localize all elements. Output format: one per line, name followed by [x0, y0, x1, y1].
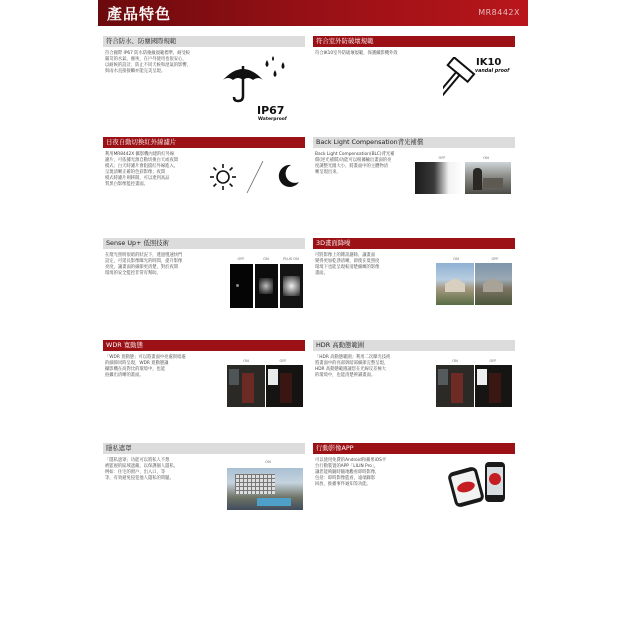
section-title: HDR 高動態範圍 [313, 340, 515, 351]
section-waterproof [103, 36, 305, 122]
section-vandal-proof [313, 36, 515, 74]
moon-icon [275, 163, 301, 189]
section-wdr [103, 340, 305, 378]
section-description: 利用MR8442X 攝影機內建的紅外線 濾片，可依據光源自動切換白天或夜間 模式；白天時濾片會阻擋紅外線進入， 呈現清晰正確的色彩影像；夜間 模式時濾片則移開，可以達到高品 質黑白影像監控畫面。 [105, 152, 179, 187]
image-label-plus-on: PLUS ON [283, 257, 299, 261]
image-label-on: ON [243, 359, 249, 363]
badge-main: IP67 [257, 104, 285, 117]
badge-sub: vandal proof [475, 69, 510, 74]
section-description: 符合國際 IP67 防水防塵級規範標準，耐受較 嚴苛的水氣、塵埃，在戶外使用也很安心， 以耐候的設計，防止不同天候和溼氣的影響， 與雨水直接接觸亦能完美呈現。 [105, 51, 191, 74]
dnr-off-photo [475, 263, 512, 305]
section-description: 「WDR 寬動態」可以將畫面中亮處與暗處 的細節同時呈現，WDR 寬動態讓 攝影機在高對比的環境中，也能 拍攝出清晰的畫面。 [105, 355, 186, 378]
image-label-off: OFF [237, 257, 245, 261]
image-label-on: ON [263, 257, 269, 261]
section-privacy-mask [103, 443, 305, 481]
section-title: 日夜自動切換紅外線濾片 [103, 137, 305, 148]
section-title: 符合防水、防塵國際規範 [103, 36, 305, 47]
page-header [98, 0, 528, 26]
dnr-on-photo [436, 263, 474, 305]
image-label-on: ON [265, 460, 271, 464]
hdr-on-photo [436, 365, 474, 407]
model-number: MR8442X [478, 8, 520, 17]
image-label-on: ON [483, 156, 489, 160]
section-backlight-compensation [313, 137, 515, 175]
section-title: WDR 寬動態 [103, 340, 305, 351]
senseup-on-photo [255, 264, 278, 308]
senseup-plus-on-photo [280, 264, 303, 308]
section-description: 符合IK10室外防破壞規範，保護攝影機外殼 [315, 51, 398, 56]
section-description: Back Light Compensation(BLC)背光補 償(逆光補償)功能可以根據輸出畫面的亮 度調整光圈大小，將畫面中的主體物清 晰呈現出來。 [315, 152, 395, 175]
section-description: 可以使用免費的Android和蘋果iOS平 台行動裝置的APP「LILIN Pro」， 讓您能夠隨時隨地觀看即時影像， 包括：即時影像監看、遠端錄影 回放、推播事件通知等功能。 [315, 458, 387, 487]
section-3d-noise-reduction [313, 238, 515, 276]
badge-main: IK10 [476, 57, 502, 68]
section-title: 隱私遮罩 [103, 443, 305, 454]
blc-off-photo [415, 162, 463, 194]
page-title: 產品特色 [107, 5, 172, 23]
section-mobile-app [313, 443, 515, 487]
image-label-off: OFF [438, 156, 446, 160]
divider-slash [243, 159, 267, 195]
section-title: 行動影像APP [313, 443, 515, 454]
section-title: 符合室外防破壞規範 [313, 36, 515, 47]
hdr-off-photo [475, 365, 512, 407]
blc-on-photo [465, 162, 511, 194]
section-day-night [103, 137, 305, 187]
image-label-off: OFF [279, 359, 287, 363]
image-label-on: ON [452, 359, 458, 363]
image-label-off: OFF [489, 359, 497, 363]
badge-sub: Waterproof [258, 117, 287, 122]
privacy-mask-photo [227, 468, 303, 510]
sun-icon [209, 163, 237, 191]
tablet-device-icon [447, 466, 485, 509]
section-title: Back Light Compensation背光補償 [313, 137, 515, 148]
smartphone-device-icon [485, 462, 505, 502]
section-description: 「HDR 高動態範圍」利用二次曝光技術 將畫面中的亮部與暗部細節完整呈現， HDR 高動態範圍讓您在光線反差極大 的環境中，也能清楚辨識畫面。 [315, 355, 391, 378]
section-title: 3D畫面降噪 [313, 238, 515, 249]
wdr-on-photo [227, 365, 265, 407]
senseup-off-photo [230, 264, 253, 308]
section-description: 「隱私遮罩」功能可以將私人不想 被監視的區域遮蔽，以保護個人隱私， 例如：住宅的窗戶、出入口、等 等，有效避免侵犯他人隱私的問題。 [105, 458, 179, 481]
section-title: Sense Up+ 低照技術 [103, 238, 305, 249]
section-description: 可將影像上的雜訊濾除，讓畫面 變得更加乾淨清晰，即使在低照度 環境下也能呈現較清楚細緻的影像 畫面。 [315, 253, 380, 276]
image-label-off: OFF [491, 257, 499, 261]
section-hdr [313, 340, 515, 378]
wdr-off-photo [266, 365, 303, 407]
section-sense-up [103, 238, 305, 276]
image-label-on: ON [453, 257, 459, 261]
section-description: 在燈光照明很暗的狀況下，透過慢速快門 設定，可延長影像曝光的時間，提升影像 亮度，讓畫面的細節更清楚，對於夜間 環境的安全監控非常有幫助。 [105, 253, 183, 276]
